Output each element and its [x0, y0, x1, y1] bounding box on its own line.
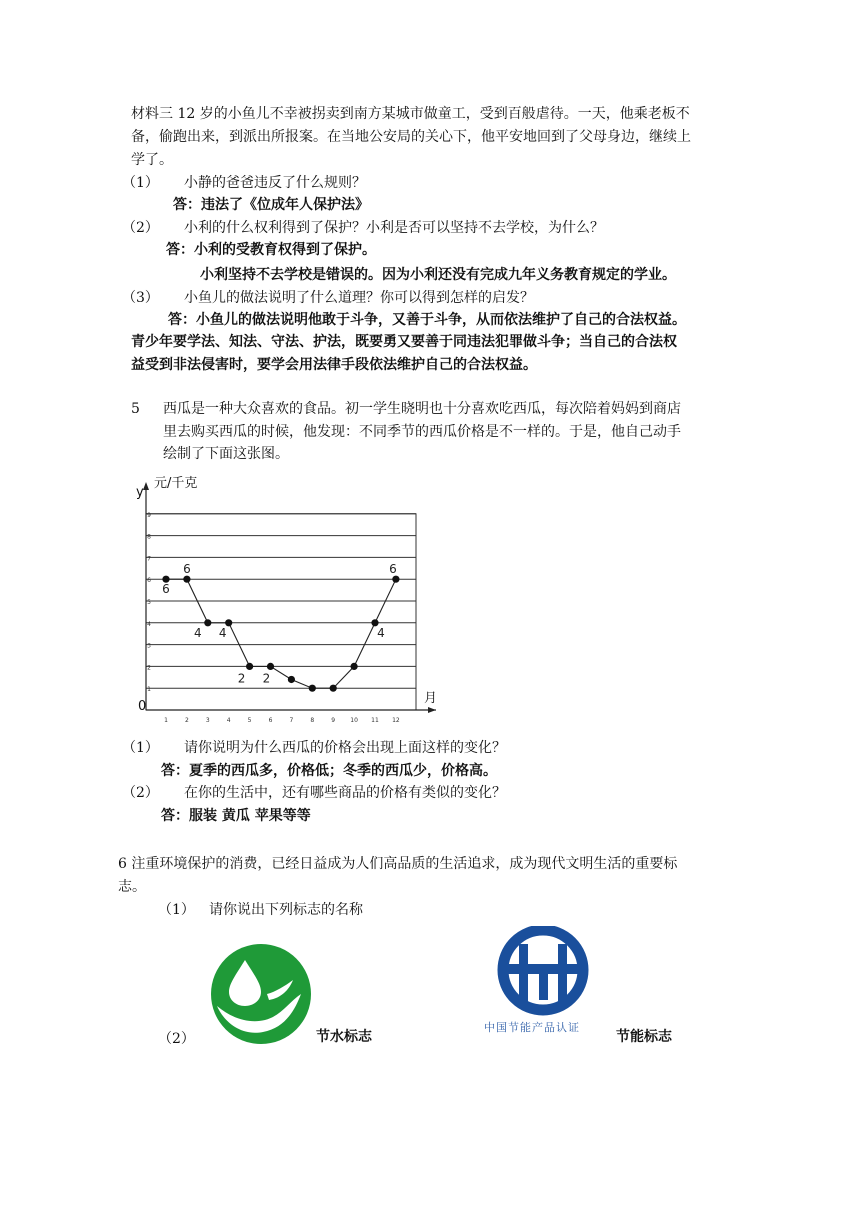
- price-data-point: [288, 676, 295, 683]
- x-tick-label: 9: [331, 717, 336, 724]
- question-3: 小鱼儿的做法说明了什么道理？你可以得到怎样的启发？: [184, 290, 534, 306]
- x-tick-label: 10: [350, 717, 358, 724]
- y-tick-label: 3: [147, 642, 151, 650]
- price-data-point: [330, 685, 337, 692]
- q5-line-1: 西瓜是一种大众喜欢的食品。初一学生晓明也十分喜欢吃西瓜，每次陪着妈妈到商店: [163, 401, 681, 417]
- answer-3-line-3: 益受到非法侵害时，要学会用法律手段依法维护自己的合法权益。: [131, 357, 537, 373]
- data-point-label: 4: [193, 625, 202, 640]
- x-tick-label: 12: [392, 717, 400, 724]
- material3-line-2: 备，偷跑出来，到派出所报案。在当地公安局的关心下，他平安地回到了父母身边，继续上: [131, 129, 691, 145]
- q6-sub1-number: （1）: [158, 902, 195, 918]
- x-tick-label: 2: [184, 717, 189, 724]
- question-2: 小利的什么权利得到了保护？小利是否可以坚持不去学校，为什么？: [184, 220, 604, 236]
- material3-line-1: 材料三 12 岁的小鱼儿不幸被拐卖到南方某城市做童工，受到百般虐待。一天，他乘老板不: [131, 106, 690, 122]
- energy-saving-label: 节能标志: [616, 1029, 672, 1045]
- x-tick-label: 6: [268, 717, 273, 724]
- x-axis-label: 月: [424, 691, 438, 706]
- price-data-point: [204, 619, 211, 626]
- answer-3-line-1: 答：小鱼儿的做法说明他敢于斗争，又善于斗争，从而依法维护了自己的合法权益。: [168, 312, 686, 328]
- x-axis-arrow: [428, 707, 436, 713]
- watermelon-price-chart: [120, 468, 460, 730]
- origin-label: 0: [138, 699, 147, 714]
- q6-line-1: 6 注重环境保护的消费，已经日益成为人们高品质的生活追求，成为现代文明生活的重要标: [118, 856, 678, 872]
- y-axis-unit-label: 元/千克: [154, 476, 198, 491]
- price-data-point: [309, 685, 316, 692]
- price-data-point: [183, 576, 190, 583]
- energy-saving-logo: [489, 926, 599, 1018]
- x-tick-label: 7: [289, 717, 294, 724]
- question-2-number: （2）: [122, 220, 159, 236]
- q5-sub2-number: （2）: [122, 785, 159, 801]
- material3-line-3: 学了。: [131, 152, 173, 168]
- q5-sub1-number: （1）: [122, 740, 159, 756]
- answer-2-line-1: 答：小利的受教育权得到了保护。: [166, 242, 376, 258]
- data-point-label: 6: [162, 582, 170, 597]
- q5-line-3: 绘制了下面这张图。: [163, 446, 289, 462]
- q5-answer-2: 答：服装 黄瓜 苹果等等: [161, 808, 311, 824]
- price-data-point: [392, 576, 399, 583]
- water-saving-label: 节水标志: [316, 1029, 372, 1045]
- y-tick-label: 1: [147, 686, 151, 694]
- x-tick-label: 11: [371, 717, 379, 724]
- question-1: 小静的爸爸违反了什么规则？: [184, 175, 366, 191]
- data-point-label: 4: [218, 625, 227, 640]
- q6-sub2-number: （2）: [158, 1031, 195, 1047]
- price-data-point: [267, 663, 274, 670]
- data-point-label: 2: [262, 671, 271, 686]
- q6-line-2: 志。: [118, 879, 146, 895]
- energy-certification-caption: 中国节能产品认证: [484, 1021, 580, 1034]
- y-axis-letter: y: [136, 485, 144, 500]
- y-tick-label: 4: [147, 620, 151, 628]
- data-point-label: 6: [389, 562, 397, 577]
- x-tick-label: 3: [205, 717, 210, 724]
- y-tick-label: 5: [147, 599, 151, 606]
- question-1-number: （1）: [122, 175, 159, 191]
- y-tick-label: 2: [147, 664, 151, 672]
- price-data-point: [246, 663, 253, 670]
- x-tick-label: 5: [247, 717, 252, 724]
- q5-answer-1: 答：夏季的西瓜多，价格低；冬季的西瓜少，价格高。: [161, 763, 497, 779]
- y-tick-label: 9: [147, 511, 151, 519]
- q5-sub2: 在你的生活中，还有哪些商品的价格有类似的变化？: [184, 785, 506, 801]
- q5-sub1: 请你说明为什么西瓜的价格会出现上面这样的变化？: [184, 740, 506, 756]
- data-point-label: 4: [377, 625, 385, 640]
- q6-sub1: 请你说出下列标志的名称: [209, 902, 363, 918]
- answer-3-line-2: 青少年要学法、知法、守法、护法，既要勇又要善于同违法犯罪做斗争；当自己的合法权: [131, 334, 677, 350]
- question-3-number: （3）: [122, 290, 159, 306]
- data-point-label: 2: [237, 671, 246, 686]
- chart-grid-frame: [146, 511, 416, 710]
- q5-line-2: 里去购买西瓜的时候，他发现：不同季节的西瓜价格是不一样的。于是，他自己动手: [163, 424, 681, 440]
- data-point-label: 6: [183, 562, 191, 577]
- water-saving-logo: [205, 942, 317, 1046]
- answer-1: 答：违法了《位成年人保护法》: [173, 197, 369, 213]
- x-tick-label: 1: [164, 717, 168, 724]
- answer-2-line-2: 小利坚持不去学校是错误的。因为小利还没有完成九年义务教育规定的学业。: [200, 267, 676, 283]
- y-tick-label: 8: [147, 533, 151, 541]
- y-tick-label: 7: [147, 555, 151, 563]
- y-tick-label: 6: [147, 577, 151, 585]
- x-tick-label: 8: [310, 717, 315, 724]
- q5-number: 5: [131, 401, 140, 417]
- x-tick-label: 4: [226, 717, 231, 724]
- y-axis-arrow: [143, 482, 149, 490]
- price-data-point: [351, 663, 358, 670]
